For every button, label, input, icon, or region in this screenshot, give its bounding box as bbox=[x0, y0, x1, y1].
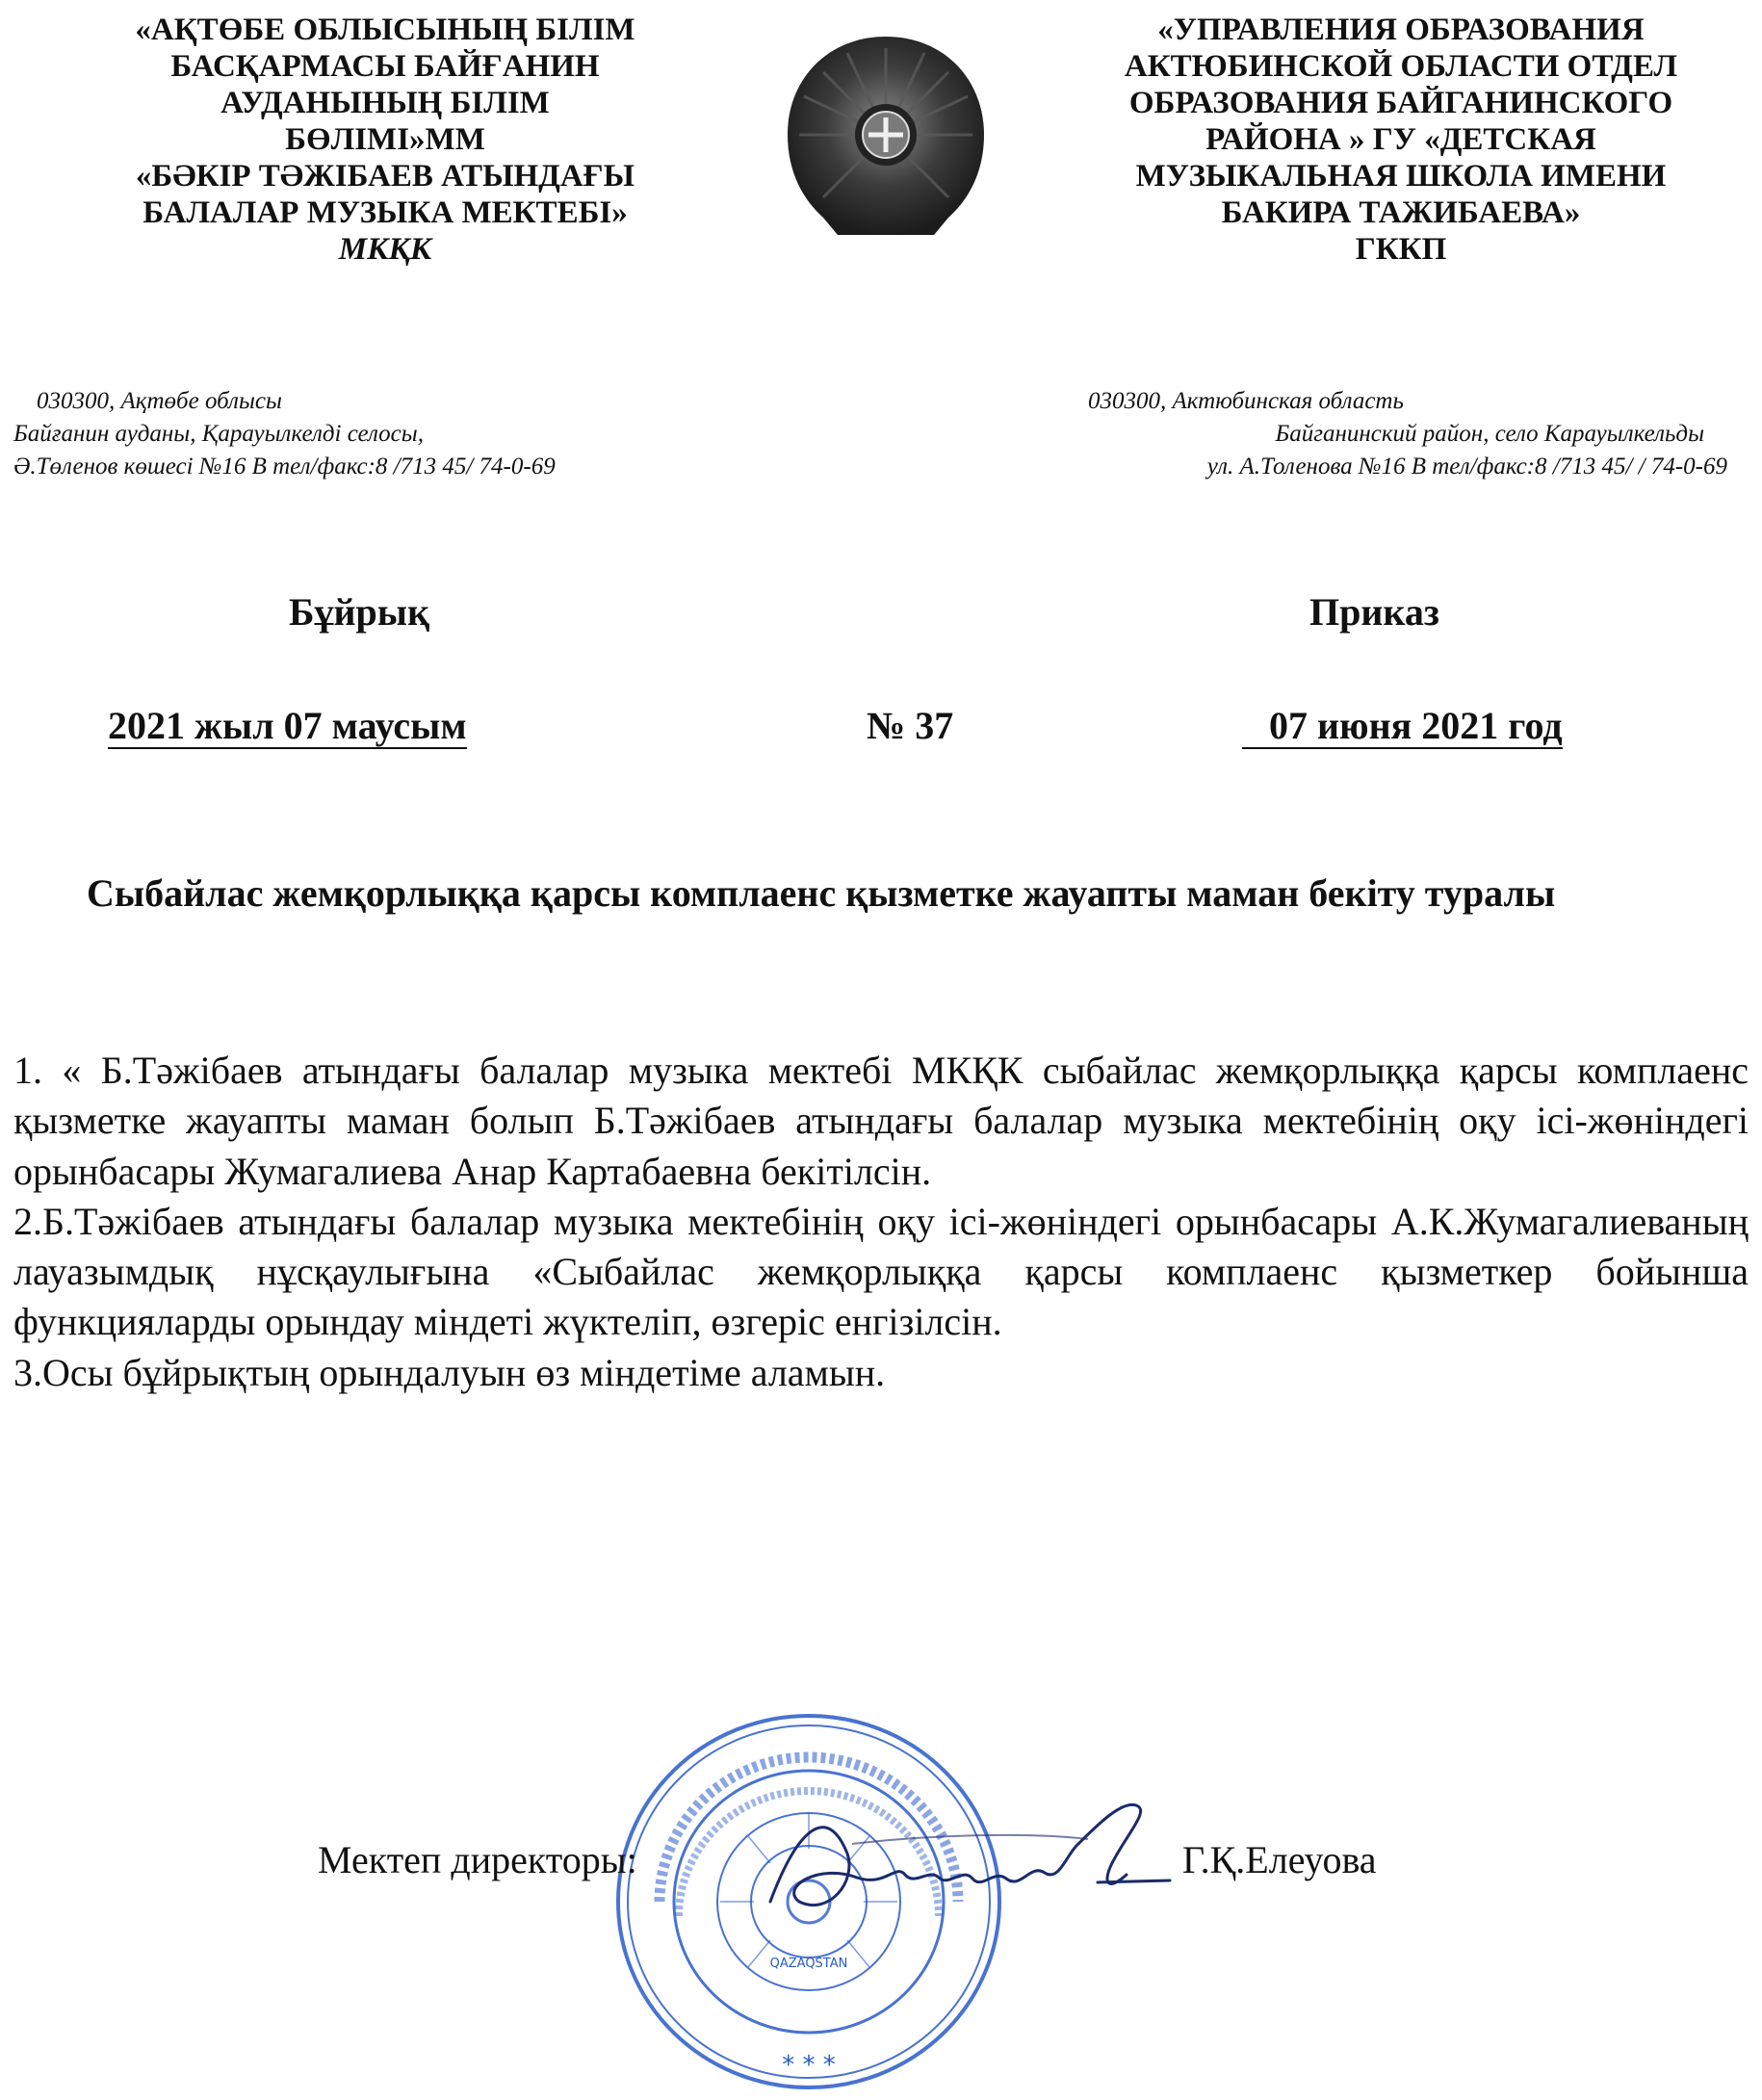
ru-org-line: ГККП bbox=[1355, 232, 1447, 267]
document-body bbox=[13, 1046, 1749, 1398]
body-paragraph-1: 1. « Б.Тәжібаев атындағы балалар музыка мектебі МКҚК сыбайлас жемқорлыққа қарсы комплаенс қызметке жауапты маман болып Б.Тәжібаев атындағы балалар музыка мектебінің оқу ісі-жөніндегі орынбасары Жумагалиева Анар Картабаевна бекітілсін. bbox=[13, 1049, 1749, 1193]
ru-org-line: РАЙОНА » ГУ «ДЕТСКАЯ bbox=[1205, 122, 1596, 157]
ru-org-line: БАКИРА ТАЖИБАЕВА» bbox=[1221, 195, 1581, 230]
ru-address-line: 030300, Актюбинская область bbox=[1088, 388, 1404, 414]
ru-address bbox=[1001, 385, 1752, 483]
state-emblem-icon bbox=[780, 29, 992, 250]
date-ru: 07 июня 2021 год bbox=[1242, 705, 1563, 749]
kz-org-line: БАСҚАРМАСЫ БАЙҒАНИН bbox=[170, 49, 600, 84]
document-type-kz: Бұйрық bbox=[289, 590, 430, 634]
signature-label: Мектеп директоры: bbox=[318, 1838, 637, 1881]
kz-org-line: БӨЛІМІ»ММ bbox=[285, 122, 485, 157]
ru-org-line: МУЗЫКАЛЬНАЯ ШКОЛА ИМЕНИ bbox=[1135, 159, 1667, 194]
body-paragraph-2: 2.Б.Тәжібаев атындағы балалар музыка мектебінің оқу ісі-жөніндегі орынбасары А.К.Жумагалиеваның лауазымдық нұсқаулығына «Сыбайлас жемқорлыққа қарсы комплаенс қызметкер бойынша функцияларды орындау міндеті жүктеліп, өзгеріс енгізілсін. bbox=[13, 1199, 1749, 1344]
document-number: № 37 bbox=[867, 704, 954, 747]
ru-organization-header bbox=[1088, 12, 1714, 268]
body-paragraph-3: 3.Осы бұйрықтың орындалуын өз міндетіме аламын. bbox=[13, 1350, 886, 1394]
kz-org-line: «БӘКІР ТӘЖІБАЕВ АТЫНДАҒЫ bbox=[135, 159, 635, 194]
handwritten-signature-icon bbox=[741, 1786, 1194, 1926]
kz-address-line: Ә.Төленов көшесі №16 В тел/факс:8 /713 45/ 74-0-69 bbox=[13, 454, 556, 480]
kz-org-line: АУДАНЫНЫҢ БІЛІМ bbox=[220, 86, 550, 120]
document-type-ru: Приказ bbox=[1309, 590, 1439, 634]
date-kz: 2021 жыл 07 маусым bbox=[108, 704, 467, 747]
kz-org-line: БАЛАЛАР МУЗЫКА МЕКТЕБІ» bbox=[143, 195, 628, 230]
kz-org-line: «АҚТӨБЕ ОБЛЫСЫНЫҢ БІЛІМ bbox=[135, 13, 635, 47]
svg-text:QAZAQSTAN: QAZAQSTAN bbox=[769, 1957, 848, 1971]
ru-address-line: Байганинский район, село Карауылкельды bbox=[1275, 421, 1704, 447]
ru-org-line: «УПРАВЛЕНИЯ ОБРАЗОВАНИЯ bbox=[1157, 13, 1645, 47]
kz-address bbox=[13, 385, 803, 483]
document-title: Сыбайлас жемқорлыққа қарсы комплаенс қызметке жауапты маман бекіту туралы bbox=[87, 871, 1556, 915]
kz-org-form: МКҚК bbox=[338, 232, 432, 267]
director-name: Г.Қ.Елеуова bbox=[1182, 1838, 1377, 1881]
ru-org-line: ОБРАЗОВАНИЯ БАЙГАНИНСКОГО bbox=[1128, 86, 1673, 120]
ru-org-line: АКТЮБИНСКОЙ ОБЛАСТИ ОТДЕЛ bbox=[1124, 49, 1678, 84]
kz-address-line: Байғанин ауданы, Қарауылкелді селосы, bbox=[13, 421, 424, 447]
kz-address-line: 030300, Ақтөбе облысы bbox=[37, 388, 282, 414]
ru-address-line: ул. А.Толенова №16 В тел/факс:8 /713 45/ / 74-0-69 bbox=[1206, 454, 1727, 480]
kz-organization-header bbox=[87, 12, 684, 268]
svg-text:* * *: * * * bbox=[782, 2051, 836, 2080]
